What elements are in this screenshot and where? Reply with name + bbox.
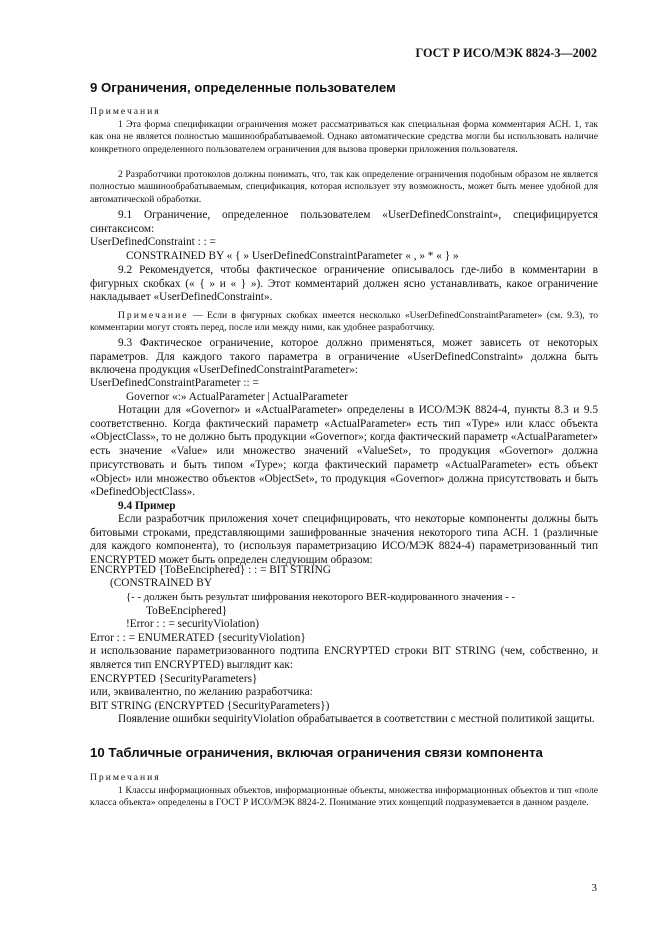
code-line: UserDefinedConstraintParameter :: = [90, 377, 259, 389]
code-line: (CONSTRAINED BY [110, 577, 212, 589]
section-10-note-1: 1 Классы информационных объектов, информационные объекты, множества информационных объектов и тип «поле класса объекта» определены в ГОСТ Р ИСО/МЭК 8824-2. Понимание этих концепций подразумевается в данном разделе. [90, 785, 598, 809]
paragraph-9-3: 9.3 Фактическое ограничение, которое должно применяться, может зависеть от некоторых параметров. Для каждого такого параметра в ограничение «UserDefinedConstraint» должна быть включена продукция «UserDefinedConstraintParameter»: [90, 337, 598, 377]
paragraph-9-2: 9.2 Рекомендуется, чтобы фактическое ограничение описывалось где-либо в комментарии в фигурных скобках (« { » и « } »). Этот комментарий должен ясно устанавливать, какое ограничение накладывает «UserDefinedConstraint». [90, 264, 598, 304]
note-1: 1 Эта форма спецификации ограничения может рассматриваться как специальная форма комментария АСН. 1, так как она не является полностью машинообрабатываемой. Однако автоматические средства могли бы использовать наличие конкретного определенного пользователем ограничения для вызова проверки приложения пользователя. [90, 119, 598, 155]
paragraph-9-1: 9.1 Ограничение, определенное пользователем «UserDefinedConstraint», специфицируется синтаксисом: [90, 209, 598, 235]
code-line: Error : : = ENUMERATED {securityViolation} [90, 632, 306, 644]
code-line: ENCRYPTED {SecurityParameters} [90, 673, 258, 685]
section-9-title: 9 Ограничения, определенные пользователем [90, 80, 396, 95]
usage-paragraph: и использование параметризованного подтипа ENCRYPTED строки BIT STRING (чем, собственно, и является тип ENCRYPTED) выглядит как: [90, 645, 598, 671]
error-paragraph: Появление ошибки sequirityViolation обрабатывается в соответствии с местной политикой защиты. [118, 713, 595, 725]
code-line: ENCRYPTED {ToBeEnciphered} : : = BIT STRING [90, 564, 331, 576]
code-line: !Error : : = securityViolation) [126, 618, 260, 630]
note-2: 2 Разработчики протоколов должны понимать, что, так как определение ограничения подобным образом не является полностью машинообрабатываемым, спецификация, которая использует эту возможность, может быть менее удобной для автоматической обработки. [90, 169, 598, 205]
code-line: UserDefinedConstraint : : = [90, 236, 216, 248]
example-heading: 9.4 Пример [118, 500, 176, 512]
note-text: — Если в фигурных скобках имеется несколько «UserDefinedConstraintParameter» (см. 9.3), то комментарии могут стоять перед, после или между ними, как удобнее разработчику. [90, 310, 598, 334]
document-header: ГОСТ Р ИСО/МЭК 8824-3—2002 [415, 46, 597, 60]
example-text: Если разработчик приложения хочет специфицировать, что некоторые компоненты должны быть битовыми строками, представляющими зашифрованные значения некоторого типа АСН. 1 (различные для каждого компонента), то (используя параметризацию ИСО/МЭК 8824-4) параметризованный тип ENCRYPTED может быть определен следующим образом: [90, 513, 598, 567]
page-number: 3 [591, 882, 597, 894]
notes-label: Примечания [90, 106, 161, 117]
section-10-title: 10 Табличные ограничения, включая ограничения связи компонента [90, 745, 543, 760]
code-line: {- - должен быть результат шифрования некоторого BER-кодированного значения - - [126, 591, 516, 603]
notes-label: Примечания [90, 772, 161, 783]
note-3 [90, 310, 598, 335]
code-line: ToBeEnciphered} [146, 605, 228, 617]
note-label: Примечание [118, 310, 189, 321]
code-line: Governor «:» ActualParameter | ActualParameter [126, 391, 348, 403]
code-line: CONSTRAINED BY « { » UserDefinedConstraintParameter « , » * « } » [126, 250, 459, 262]
paragraph-or: или, эквивалентно, по желанию разработчика: [90, 686, 313, 698]
code-line: BIT STRING (ENCRYPTED {SecurityParameters}) [90, 700, 330, 712]
paragraph-9-3b: Нотации для «Governor» и «ActualParameter» определены в ИСО/МЭК 8824-4, пункты 8.3 и 9.5 соответственно. Когда фактический параметр «ActualParameter» есть тип «Type» или класс объекта «ObjectClass», то не должно быть продукции «Governor»; когда фактический параметр «ActualParameter» есть значение «Value» или множество значений «ValueSet», то продукция «Governor» должна присутствовать и быть типом «Type»; когда фактический параметр «ActualParameter» есть объект «Object» или множество объектов «ObjectSet», то продукция «Governor» должна присутствовать и быть «DefinedObjectClass». [90, 404, 598, 499]
